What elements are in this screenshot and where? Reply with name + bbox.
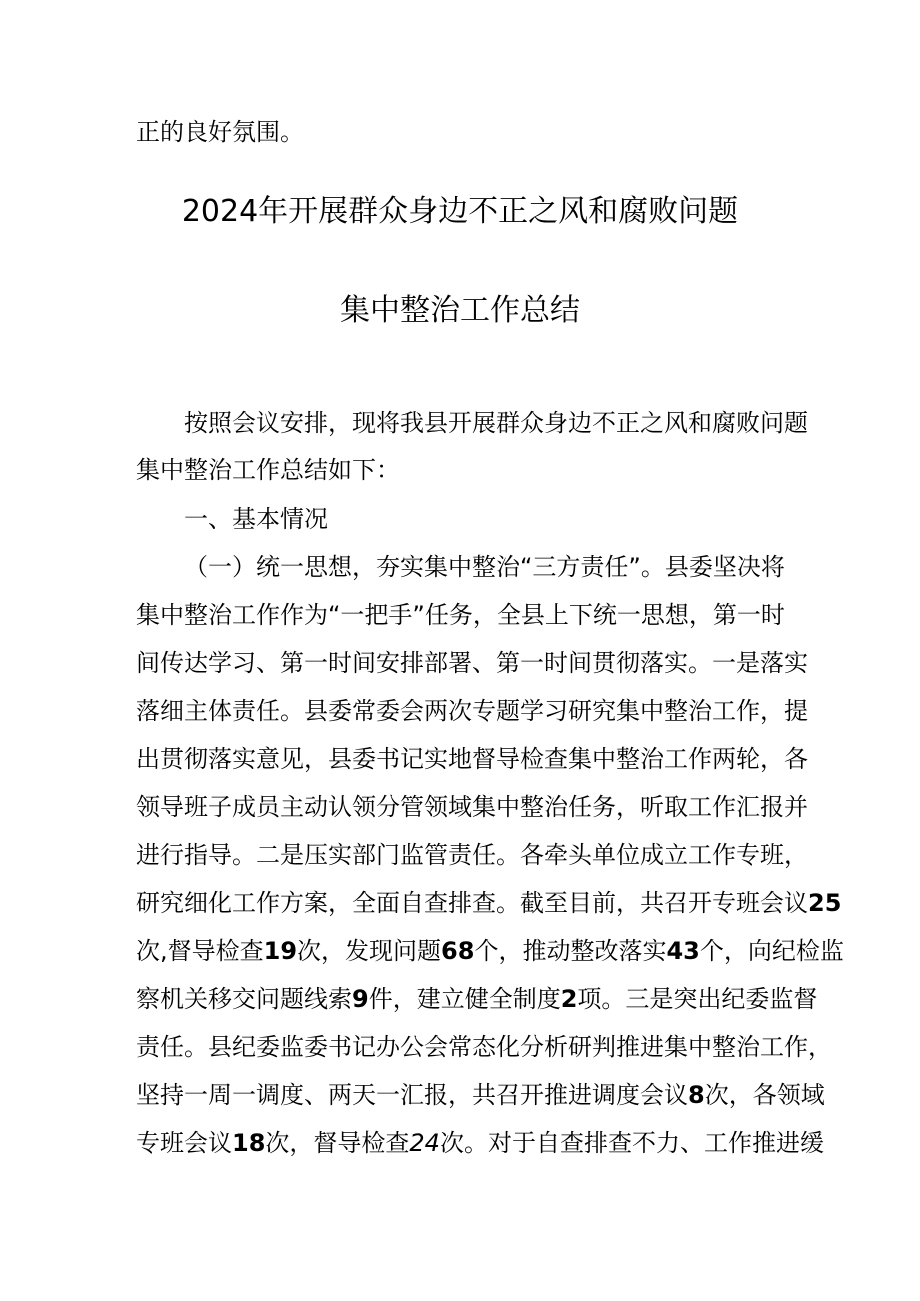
paragraph-line-11: 责任。县纪委监委书记办公会常态化分析研判推进集中整治工作，	[136, 1033, 832, 1061]
paragraph-text: 坚持一周一调度、两天一汇报，共召开推进调度会议	[136, 1081, 688, 1109]
paragraph-text: 项。三是突出纪委监督	[577, 985, 818, 1013]
document-title-line-2: 集中整治工作总结	[340, 293, 580, 328]
paragraph-text: 个，向纪检监	[699, 937, 844, 965]
paragraph-text: 专班会议	[136, 1129, 232, 1157]
paragraph-line-9	[136, 936, 844, 966]
intro-line-2: 集中整治工作总结如下：	[136, 456, 400, 484]
system-count: 2	[560, 985, 578, 1013]
paragraph-line-13	[136, 1128, 824, 1158]
intro-line-1: 按照会议安排，现将我县开展群众身边不正之风和腐败问题	[184, 409, 808, 437]
supervision-count: 24	[409, 1129, 440, 1157]
continuation-text: 正的良好氛围。	[136, 118, 304, 146]
paragraph-text: 次。对于自查排查不力、工作推进缓	[439, 1129, 824, 1157]
special-meeting-count: 18	[232, 1129, 266, 1157]
section-heading: 一、基本情况	[184, 505, 328, 533]
paragraph-line-2: 集中整治工作作为“一把手”任务，全县上下统一思想，第一时	[136, 601, 785, 629]
paragraph-line-3: 间传达学习、第一时间安排部署、第一时间贯彻落实。一是落实	[136, 649, 808, 677]
paragraph-line-8	[136, 888, 841, 918]
paragraph-text: 个，推动整改落实	[474, 937, 667, 965]
rectification-count: 43	[666, 937, 700, 965]
paragraph-text: 次，发现问题	[297, 937, 442, 965]
inspection-count: 19	[263, 937, 298, 965]
meeting-count: 25	[808, 889, 842, 917]
paragraph-text: 次，督导检查	[265, 1129, 410, 1157]
paragraph-line-1: （一）统一思想，夯实集中整治“三方责任”。县委坚决将	[184, 553, 785, 581]
clue-count: 9	[352, 985, 369, 1013]
paragraph-line-7: 进行指导。二是压实部门监管责任。各牵头单位成立工作专班，	[136, 841, 808, 869]
paragraph-line-12	[136, 1080, 825, 1110]
paragraph-line-4: 落细主体责任。县委常委会两次专题学习研究集中整治工作，提	[136, 697, 808, 725]
problem-count: 68	[441, 937, 475, 965]
paragraph-text: 察机关移交问题线索	[136, 985, 352, 1013]
paragraph-text: 件，建立健全制度	[368, 985, 561, 1013]
paragraph-line-6: 领导班子成员主动认领分管领域集中整治任务，听取工作汇报并	[136, 793, 808, 821]
document-title-line-1: 2024年开展群众身边不正之风和腐败问题	[181, 194, 739, 229]
dispatch-meeting-count: 8	[688, 1081, 705, 1109]
paragraph-line-5: 出贯彻落实意见，县委书记实地督导检查集中整治工作两轮，各	[136, 745, 808, 773]
paragraph-text: 研究细化工作方案，全面自查排查。截至目前，共召开专班会议	[136, 889, 808, 917]
paragraph-text: 次，各领域	[704, 1081, 825, 1109]
paragraph-line-10	[136, 984, 817, 1014]
paragraph-text: 次,督导检查	[136, 937, 264, 965]
